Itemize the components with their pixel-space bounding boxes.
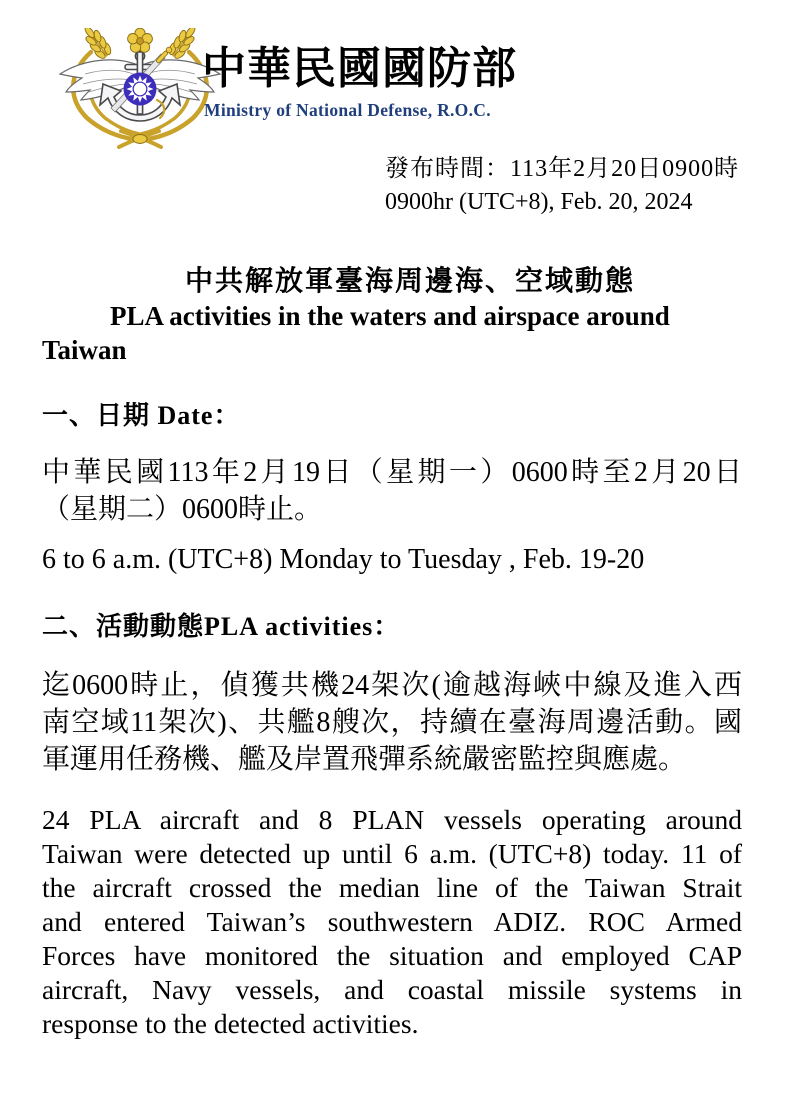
mnd-emblem-icon — [57, 28, 223, 152]
org-name-en: Ministry of National Defense, R.O.C. — [204, 100, 491, 120]
text-line: response to the detected activities. — [42, 1008, 419, 1039]
doc-title-en-line2: Taiwan — [42, 335, 127, 365]
text-line: Taiwan were detected up until 6 a.m. (UTC+8) today. 11 of — [42, 838, 742, 869]
text-line: aircraft, Navy vessels, and coastal missile systems in — [42, 974, 742, 1005]
sun-disc — [124, 73, 157, 106]
text-line: 24 PLA aircraft and 8 PLAN vessels operating around — [42, 804, 742, 835]
org-name-zh: 中華民國國防部 — [202, 44, 517, 93]
text-line: 迄0600時止，偵獲共機24架次(逾越海峽中線及進入西 — [42, 670, 742, 701]
header — [0, 0, 794, 150]
section-activities-heading: 二、活動動態PLA activities： — [42, 612, 401, 641]
activities-zh-paragraph — [42, 667, 742, 778]
doc-title-zh: 中共解放軍臺海周邊海、空域動態 — [184, 266, 635, 297]
plum-blossom — [128, 28, 153, 52]
date-zh-paragraph — [42, 454, 742, 528]
release-time-en: 0900hr (UTC+8), Feb. 20, 2024 — [385, 189, 693, 215]
text-line: Forces have monitored the situation and employed CAP — [42, 940, 742, 971]
release-time-zh: 發布時間：113年2月20日0900時 — [385, 156, 740, 182]
text-line: 中華民國113年2月19日（星期一）0600時至2月20日 — [42, 457, 742, 488]
text-line: 南空域11架次)、共艦8艘次，持續在臺海周邊活動。國 — [42, 707, 742, 738]
text-line: 軍運用任務機、艦及岸置飛彈系統嚴密監控與應處。 — [42, 744, 687, 775]
release-time-block — [385, 153, 742, 219]
date-en-line: 6 to 6 a.m. (UTC+8) Monday to Tuesday , Feb. 19-20 — [42, 544, 645, 575]
activities-en-paragraph — [42, 803, 742, 1041]
mnd-emblem-logo — [57, 28, 223, 152]
text-line: and entered Taiwan’s southwestern ADIZ. ROC Armed — [42, 906, 742, 937]
document-body — [0, 153, 794, 1041]
text-line: the aircraft crossed the median line of the Taiwan Strait — [42, 872, 742, 903]
doc-title-en-line1: PLA activities in the waters and airspace around — [110, 301, 670, 331]
section-date-heading: 一、日期 Date： — [42, 401, 241, 430]
text-line: （星期二）0600時止。 — [42, 494, 323, 525]
